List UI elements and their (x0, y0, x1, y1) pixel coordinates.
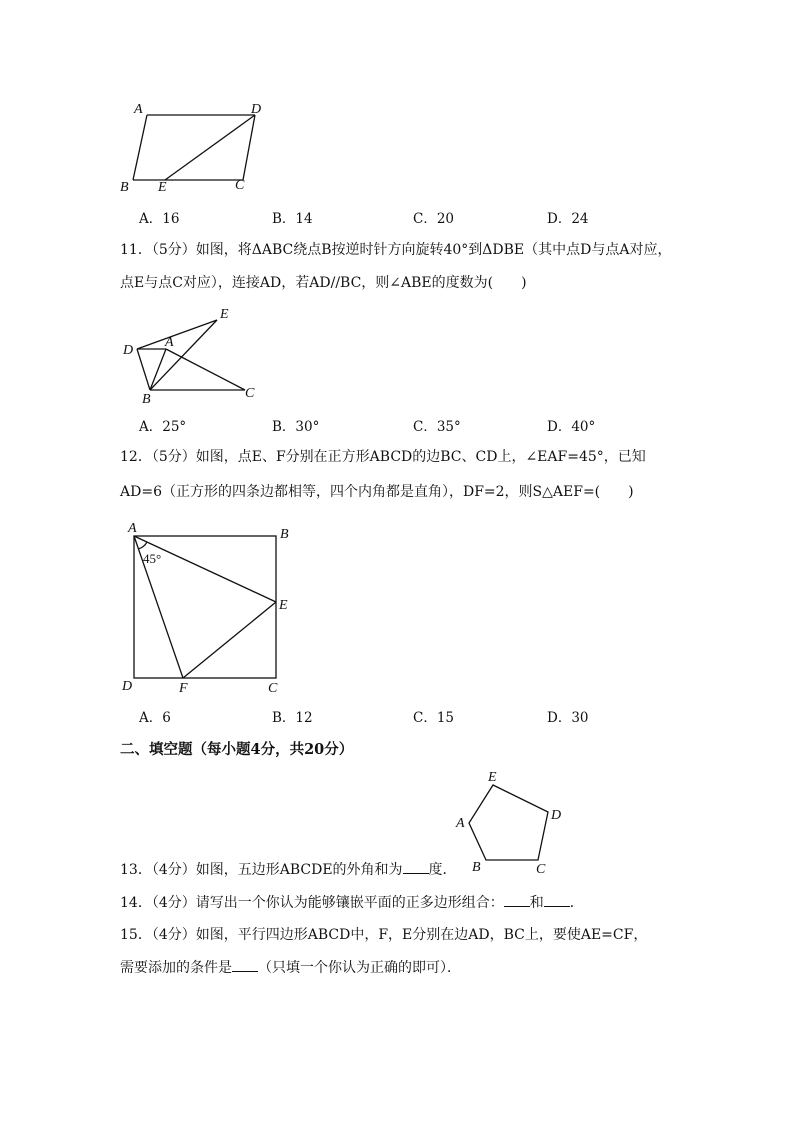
q13-label-c: C (536, 862, 546, 877)
q12-angle-label: 45° (143, 551, 162, 566)
q14-text: 14．（4分）请写出一个你认为能够镶嵌平面的正多边形组合： 和 ． (120, 892, 584, 913)
q13-pentagon (469, 785, 548, 860)
q12-option-a: A．6 (139, 710, 171, 726)
section-heading-fill-blank: 二、填空题（每小题4分，共20分） (120, 741, 354, 758)
q12-text-line1: 12．（5分）如图，点E、F分别在正方形ABCD的边BC、CD上，∠EAF=45°，已知 (120, 449, 646, 465)
q10-option-c: C．20 (413, 211, 455, 227)
q12-option-d: D．30 (547, 710, 589, 726)
q11-option-c: C．35° (413, 419, 461, 435)
q10-label-b: B (120, 180, 129, 195)
q15-text-line1: 15．（4分）如图，平行四边形ABCD中，F，E分别在边AD，BC上，要使AE=CF， (120, 927, 648, 943)
q15-text-line2: 需要添加的条件是 （只填一个你认为正确的即可）． (120, 957, 461, 978)
q13-label-e: E (488, 770, 497, 785)
q10-label-c: C (235, 178, 245, 193)
q11-label-b: B (142, 392, 151, 407)
q11-option-a: A．25° (139, 419, 187, 435)
q12-label-d: D (122, 679, 133, 694)
q11-label-a: A (165, 335, 174, 350)
q12-option-c: C．15 (413, 710, 455, 726)
q11-label-d: D (123, 343, 134, 358)
q11-label-e: E (220, 307, 229, 322)
q11-label-c: C (245, 386, 255, 401)
q13-label-b: B (472, 860, 481, 875)
q10-option-b: B．14 (272, 211, 313, 227)
q14-blank-2 (544, 892, 570, 907)
q10-label-a: A (134, 102, 143, 117)
q10-label-e: E (158, 180, 167, 195)
q13-label-d: D (551, 808, 562, 823)
q13-label-a: A (456, 816, 465, 831)
q10-label-d: D (251, 102, 262, 117)
q13-blank (403, 859, 429, 874)
q11-text-line2: 点E与点C对应），连接AD，若AD//BC，则∠ABE的度数为( ) (120, 275, 527, 291)
q14-blank-1 (504, 892, 530, 907)
q15-blank (232, 957, 258, 972)
q12-label-a: A (128, 521, 137, 536)
q12-label-e: E (279, 598, 288, 613)
q11-option-b: B．30° (272, 419, 320, 435)
q10-option-a: A．16 (139, 211, 180, 227)
q11-text-line1: 11．（5分）如图，将ΔABC绕点B按逆时针方向旋转40°到ΔDBE（其中点D与点A对应， (120, 242, 672, 258)
q12-label-f: F (179, 681, 188, 696)
q12-text-line2: AD=6（正方形的四条边都相等，四个内角都是直角），DF=2，则S△AEF=( ) (120, 484, 634, 500)
q10-option-d: D．24 (547, 211, 589, 227)
q13-text: 13．（4分）如图，五边形ABCDE的外角和为 度． (120, 859, 457, 880)
q12-option-b: B．12 (272, 710, 313, 726)
q12-label-b: B (280, 527, 289, 542)
q12-label-c: C (268, 681, 278, 696)
q11-option-d: D．40° (547, 419, 596, 435)
